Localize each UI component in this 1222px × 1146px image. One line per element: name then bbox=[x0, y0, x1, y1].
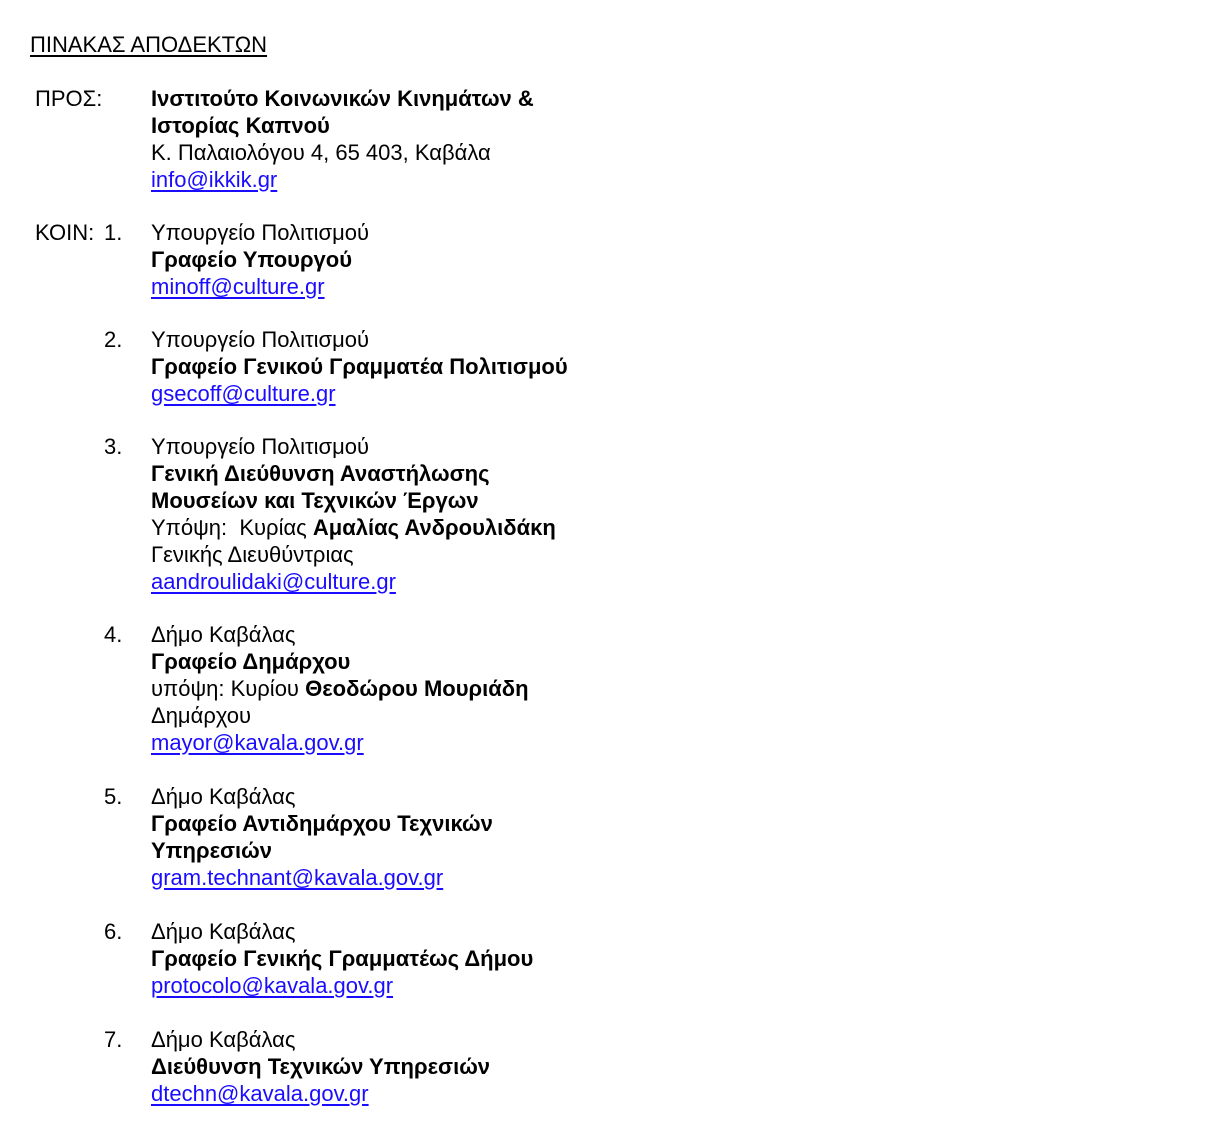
pros-label: ΠΡΟΣ: bbox=[35, 86, 103, 111]
koin-item-1-email-link[interactable]: minoff@culture.gr bbox=[151, 274, 325, 299]
koin-item-3-ministry: Υπουργείο Πολιτισμού bbox=[151, 434, 370, 459]
koin-item-2-office: Γραφείο Γενικού Γραμματέα Πολιτισμού bbox=[151, 354, 568, 379]
koin-item-2 bbox=[151, 326, 1191, 407]
koin-item-7 bbox=[151, 1026, 1191, 1107]
koin-item-3-attention bbox=[151, 514, 1191, 541]
koin-item-4-email-link[interactable]: mayor@kavala.gov.gr bbox=[151, 730, 364, 755]
koin-item-5-office-line-1: Γραφείο Αντιδημάρχου Τεχνικών bbox=[151, 811, 493, 836]
koin-item-6-office: Γραφείο Γενικής Γραμματέως Δήμου bbox=[151, 946, 534, 971]
pros-org-line-1: Ινστιτούτο Κοινωνικών Κινημάτων & bbox=[151, 86, 534, 111]
koin-item-3-email-link[interactable]: aandroulidaki@culture.gr bbox=[151, 569, 396, 594]
koin-item-4-ministry: Δήμο Καβάλας bbox=[151, 622, 296, 647]
koin-item-5-number: 5. bbox=[104, 784, 123, 809]
koin-item-3-office-line-2: Μουσείων και Τεχνικών Έργων bbox=[151, 488, 479, 513]
koin-item-4-number: 4. bbox=[104, 622, 123, 647]
document-title: ΠΙΝΑΚΑΣ ΑΠΟΔΕΚΤΩΝ bbox=[30, 32, 268, 57]
koin-item-3 bbox=[151, 433, 1191, 595]
koin-item-4-role: Δημάρχου bbox=[151, 703, 252, 728]
koin-item-2-number: 2. bbox=[104, 327, 123, 352]
koin-item-4-attention-prefix: υπόψη: Κυρίου bbox=[151, 676, 306, 701]
koin-item-5-office-line-2: Υπηρεσιών bbox=[151, 838, 272, 863]
koin-item-5-ministry: Δήμο Καβάλας bbox=[151, 784, 296, 809]
koin-label: ΚΟΙΝ: bbox=[35, 220, 95, 245]
koin-item-1-office: Γραφείο Υπουργού bbox=[151, 247, 353, 272]
pros-recipient bbox=[151, 85, 1191, 193]
pros-address: Κ. Παλαιολόγου 4, 65 403, Καβάλα bbox=[151, 140, 491, 165]
koin-item-2-email-link[interactable]: gsecoff@culture.gr bbox=[151, 381, 336, 406]
koin-item-6 bbox=[151, 918, 1191, 999]
pros-email-link[interactable]: info@ikkik.gr bbox=[151, 167, 278, 192]
koin-item-6-email-link[interactable]: protocolo@kavala.gov.gr bbox=[151, 973, 394, 998]
koin-item-7-office: Διεύθυνση Τεχνικών Υπηρεσιών bbox=[151, 1054, 491, 1079]
koin-item-5 bbox=[151, 783, 1191, 891]
koin-item-1 bbox=[151, 219, 1191, 300]
koin-item-1-ministry: Υπουργείο Πολιτισμού bbox=[151, 220, 370, 245]
koin-item-7-number: 7. bbox=[104, 1027, 123, 1052]
koin-item-4 bbox=[151, 621, 1191, 756]
koin-item-3-attention-name: Αμαλίας Ανδρουλιδάκη bbox=[312, 515, 556, 540]
koin-item-6-number: 6. bbox=[104, 919, 123, 944]
koin-item-4-attention-name: Θεοδώρου Μουριάδη bbox=[305, 676, 529, 701]
koin-item-4-attention bbox=[151, 675, 1191, 702]
koin-item-2-ministry: Υπουργείο Πολιτισμού bbox=[151, 327, 370, 352]
koin-item-4-office: Γραφείο Δημάρχου bbox=[151, 649, 351, 674]
koin-item-3-number: 3. bbox=[104, 434, 123, 459]
koin-item-3-office-line-1: Γενική Διεύθυνση Αναστήλωσης bbox=[151, 461, 490, 486]
pros-org-line-2: Ιστορίας Καπνού bbox=[151, 113, 330, 138]
koin-item-3-attention-prefix: Υπόψη: Κυρίας bbox=[151, 515, 313, 540]
koin-item-1-number: 1. bbox=[104, 220, 123, 245]
koin-item-3-role: Γενικής Διευθύντριας bbox=[151, 542, 354, 567]
koin-item-7-email-link[interactable]: dtechn@kavala.gov.gr bbox=[151, 1081, 369, 1106]
koin-item-5-email-link[interactable]: gram.technant@kavala.gov.gr bbox=[151, 865, 444, 890]
koin-item-6-ministry: Δήμο Καβάλας bbox=[151, 919, 296, 944]
koin-item-7-ministry: Δήμο Καβάλας bbox=[151, 1027, 296, 1052]
